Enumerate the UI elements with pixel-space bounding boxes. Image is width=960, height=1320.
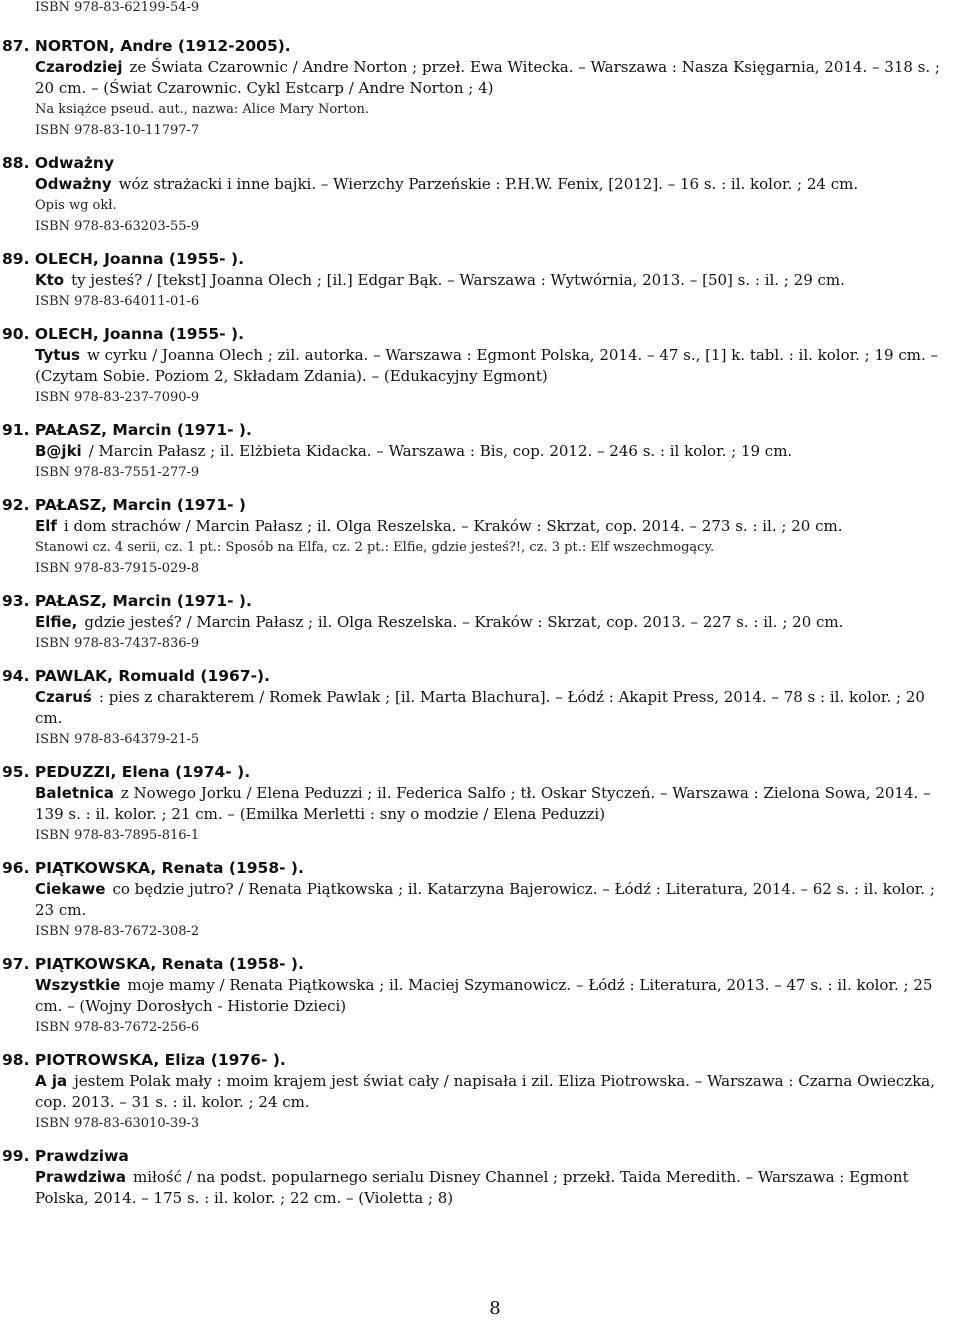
entry-heading: 98. PIOTROWSKA, Eliza (1976- ).	[2, 1051, 286, 1069]
entry-title-word: Kto	[35, 271, 65, 289]
bibliography-entry-93	[2, 591, 956, 666]
page-number: 8	[489, 1298, 501, 1319]
entry-description: wóz strażacki i inne bajki. – Wierzchy Parzeńskie : P.H.W. Fenix, [2012]. – 16 s. : il. kolor. ; 24 cm.	[118, 175, 859, 193]
entry-description: / Marcin Pałasz ; il. Elżbieta Kidacka. – Warszawa : Bis, cop. 2012. – 246 s. : il kolor. ; 19 cm.	[88, 442, 793, 460]
entry-description: gdzie jesteś? / Marcin Pałasz ; il. Olga Reszelska. – Kraków : Skrzat, cop. 2013. – 227 s. : il. ; 20 cm.	[84, 613, 844, 631]
entry-description: ze Świata Czarownic / Andre Norton ; przeł. Ewa Witecka. – Warszawa : Nasza Księgarnia, 2014. – 318 s. ; 20 cm. – (Świat Czarownic. Cykl Estcarp / Andre Norton ; 4)	[35, 58, 940, 97]
entry-body	[35, 1167, 956, 1209]
entry-isbn: ISBN 978-83-7551-277-9	[35, 465, 200, 480]
entry-body	[35, 174, 956, 195]
bibliography-entry-89	[2, 249, 956, 324]
entry-title-word: Wszystkie	[35, 976, 121, 994]
entry-isbn: ISBN 978-83-7437-836-9	[35, 636, 200, 651]
bibliography-entry-97	[2, 954, 956, 1050]
entry-body	[35, 345, 956, 387]
entry-isbn: ISBN 978-83-63203-55-9	[35, 219, 200, 234]
entry-title-word: Prawdziwa	[35, 1168, 126, 1186]
entry-body	[35, 270, 956, 291]
entry-heading: 91. PAŁASZ, Marcin (1971- ).	[2, 421, 252, 439]
entry-description: miłość / na podst. popularnego serialu Disney Channel ; przekł. Taida Meredith. – Warszawa : Egmont Polska, 2014. – 175 s. : il. kolor. ; 22 cm. – (Violetta ; 8)	[35, 1168, 909, 1207]
entry-body	[35, 783, 956, 825]
bibliography-entry-90	[2, 324, 956, 420]
entry-title-word: A ja	[35, 1072, 68, 1090]
entry-body	[35, 687, 956, 729]
entry-heading: 88. Odważny	[2, 154, 115, 172]
entry-title-word: Czarodziej	[35, 58, 123, 76]
bibliography-entry-87	[2, 36, 956, 153]
entry-note: Stanowi cz. 4 serii, cz. 1 pt.: Sposób na Elfa, cz. 2 pt.: Elfie, gdzie jesteś?!, cz. 3 pt.: Elf wszechmogący.	[35, 540, 715, 555]
entry-isbn: ISBN 978-83-10-11797-7	[35, 123, 200, 138]
entry-isbn: ISBN 978-83-7672-256-6	[35, 1020, 200, 1035]
bibliography-entry-99	[2, 1146, 956, 1209]
entry-description: co będzie jutro? / Renata Piątkowska ; il. Katarzyna Bajerowicz. – Łódź : Literatura, 2014. – 62 s. : il. kolor. ; 23 cm.	[35, 880, 935, 919]
entry-description: jestem Polak mały : moim krajem jest świat cały / napisała i zil. Eliza Piotrowska. – Warszawa : Czarna Owieczka, cop. 2013. – 31 s. : il. kolor. ; 24 cm.	[35, 1072, 935, 1111]
entry-heading: 99. Prawdziwa	[2, 1147, 129, 1165]
entry-body	[35, 612, 956, 633]
entry-heading: 92. PAŁASZ, Marcin (1971- )	[2, 496, 247, 514]
bibliography-entry-91	[2, 420, 956, 495]
entry-title-word: Tytus	[35, 346, 81, 364]
entry-heading: 96. PIĄTKOWSKA, Renata (1958- ).	[2, 859, 304, 877]
entry-description: z Nowego Jorku / Elena Peduzzi ; il. Federica Salfo ; tł. Oskar Styczeń. – Warszawa : Zielona Sowa, 2014. – 139 s. : il. kolor. ; 21 cm. – (Emilka Merletti : sny o modzie / Elena Peduzzi)	[35, 784, 931, 823]
entry-heading: 94. PAWLAK, Romuald (1967-).	[2, 667, 271, 685]
entry-body	[35, 1071, 956, 1113]
entry-description: ty jesteś? / [tekst] Joanna Olech ; [il.] Edgar Bąk. – Warszawa : Wytwórnia, 2013. – [50] s. : il. ; 29 cm.	[71, 271, 845, 289]
entry-heading: 97. PIĄTKOWSKA, Renata (1958- ).	[2, 955, 304, 973]
entry-note: Opis wg okł.	[35, 198, 117, 213]
entry-isbn: ISBN 978-83-64011-01-6	[35, 294, 200, 309]
entry-isbn: ISBN 978-83-63010-39-3	[35, 1116, 200, 1131]
entry-heading: 93. PAŁASZ, Marcin (1971- ).	[2, 592, 252, 610]
bibliography-entry-96	[2, 858, 956, 954]
entry-description: : pies z charakterem / Romek Pawlak ; [il. Marta Blachura]. – Łódź : Akapit Press, 2014. – 78 s : il. kolor. ; 20 cm.	[35, 688, 925, 727]
entry-heading: 95. PEDUZZI, Elena (1974- ).	[2, 763, 251, 781]
entry-body	[35, 441, 956, 462]
bibliography-entry-98	[2, 1050, 956, 1146]
entry-title-word: Ciekawe	[35, 880, 106, 898]
entry-body	[35, 975, 956, 1017]
bibliography-entry-95	[2, 762, 956, 858]
entry-isbn: ISBN 978-83-64379-21-5	[35, 732, 200, 747]
entry-isbn: ISBN 978-83-7672-308-2	[35, 924, 200, 939]
top-isbn: ISBN 978-83-62199-54-9	[35, 0, 200, 15]
entry-heading: 87. NORTON, Andre (1912-2005).	[2, 37, 291, 55]
entry-note: Na książce pseud. aut., nazwa: Alice Mary Norton.	[35, 102, 369, 117]
entry-isbn: ISBN 978-83-237-7090-9	[35, 390, 200, 405]
entry-heading: 89. OLECH, Joanna (1955- ).	[2, 250, 244, 268]
entry-description: w cyrku / Joanna Olech ; zil. autorka. – Warszawa : Egmont Polska, 2014. – 47 s., [1] k. tabl. : il. kolor. ; 19 cm. – (Czytam Sobie. Poziom 2, Składam Zdania). – (Edukacyjny Egmont)	[35, 346, 939, 385]
entry-title-word: Elf	[35, 517, 57, 535]
entry-isbn: ISBN 978-83-7915-029-8	[35, 561, 200, 576]
entry-description: i dom strachów / Marcin Pałasz ; il. Olga Reszelska. – Kraków : Skrzat, cop. 2014. – 273 s. : il. ; 20 cm.	[63, 517, 843, 535]
entry-body	[35, 57, 956, 99]
entry-title-word: Baletnica	[35, 784, 114, 802]
bibliography-list	[0, 36, 960, 1209]
entry-description: moje mamy / Renata Piątkowska ; il. Maciej Szymanowicz. – Łódź : Literatura, 2013. – 47 s. : il. kolor. ; 25 cm. – (Wojny Dorosłych - Historie Dzieci)	[35, 976, 933, 1015]
entry-title-word: Czaruś	[35, 688, 92, 706]
bibliography-entry-94	[2, 666, 956, 762]
entry-body	[35, 879, 956, 921]
entry-body	[35, 516, 956, 537]
entry-title-word: Elfie,	[35, 613, 78, 631]
entry-title-word: B@jki	[35, 442, 82, 460]
entry-title-word: Odważny	[35, 175, 112, 193]
bibliography-entry-88	[2, 153, 956, 249]
bibliography-entry-92	[2, 495, 956, 591]
entry-isbn: ISBN 978-83-7895-816-1	[35, 828, 200, 843]
entry-heading: 90. OLECH, Joanna (1955- ).	[2, 325, 244, 343]
